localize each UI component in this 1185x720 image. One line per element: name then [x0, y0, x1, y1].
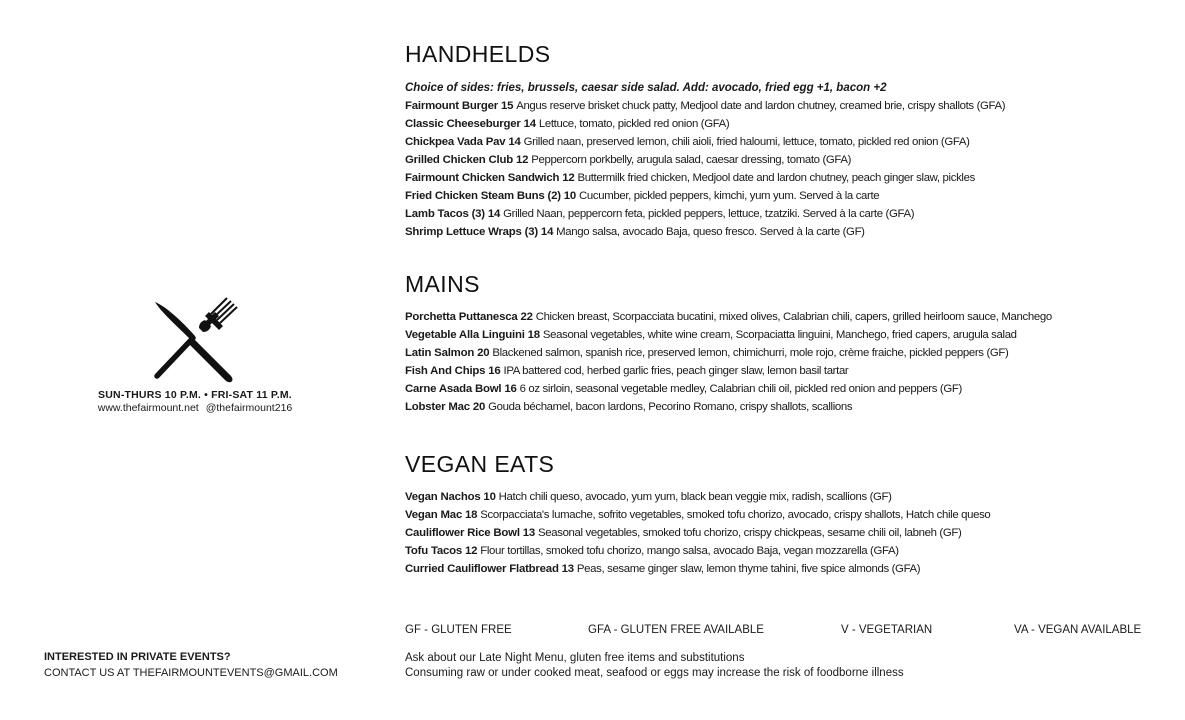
menu-item-name: Grilled Chicken Club 12	[405, 154, 529, 166]
menu-item	[405, 524, 1165, 542]
menu-item-description: Chicken breast, Scorpacciata bucatini, mixed olives, Calabrian chili, capers, grilled heirloom sauce, Manchego	[535, 311, 1052, 323]
menu-item	[405, 542, 1165, 560]
footnote-line-2: Consuming raw or under cooked meat, seafood or eggs may increase the risk of foodborne illness	[405, 667, 904, 679]
menu-item-name: Classic Cheeseburger 14	[405, 118, 536, 130]
menu-item-name: Vegan Mac 18	[405, 509, 478, 521]
menu-item-name: Porchetta Puttanesca 22	[405, 311, 533, 323]
menu-item	[405, 115, 1165, 133]
menu-item-description: IPA battered cod, herbed garlic fries, peach ginger slaw, lemon basil tartar	[503, 365, 849, 377]
menu-item	[405, 223, 1165, 241]
menu-item	[405, 133, 1165, 151]
private-events-block	[44, 649, 338, 681]
menu-item-name: Vegetable Alla Linguini 18	[405, 329, 540, 341]
menu-item-name: Shrimp Lettuce Wraps (3) 14	[405, 226, 554, 238]
menu-item-description: Mango salsa, avocado Baja, queso fresco. Served à la carte (GF)	[556, 226, 865, 238]
crossed-knife-fork-icon	[147, 296, 243, 384]
website-link[interactable]: www.thefairmount.net	[97, 402, 199, 414]
menu-item-name: Fairmount Burger 15	[405, 100, 514, 112]
menu-item	[405, 326, 1165, 344]
footnote-line-1: Ask about our Late Night Menu, gluten free items and substitutions	[405, 652, 745, 664]
section-title: HANDHELDS	[405, 41, 551, 67]
menu-items-list	[405, 308, 1165, 416]
menu-item	[405, 560, 1165, 578]
branding-column	[40, 296, 350, 414]
menu-items-list	[405, 97, 1165, 241]
section-title: VEGAN EATS	[405, 451, 555, 477]
legend-v: V - VEGETARIAN	[841, 624, 933, 636]
private-events-heading: INTERESTED IN PRIVATE EVENTS?	[44, 651, 231, 663]
menu-item-description: Blackened salmon, spanish rice, preserved lemon, chimichurri, mole rojo, crème fraiche, pickled peppers (GF)	[492, 347, 1009, 359]
menu-item-description: Seasonal vegetables, white wine cream, Scorpaciatta linguini, Manchego, fried capers, arugula salad	[542, 329, 1017, 341]
menu-item	[405, 506, 1165, 524]
menu-item-name: Latin Salmon 20	[405, 347, 490, 359]
legend-gfa: GFA - GLUTEN FREE AVAILABLE	[588, 624, 764, 636]
footnote	[405, 651, 904, 681]
menu-items-list	[405, 488, 1165, 578]
legend-gf: GF - GLUTEN FREE	[405, 624, 512, 636]
sides-note: Choice of sides: fries, brussels, caesar side salad. Add: avocado, fried egg +1, bacon +2	[405, 82, 887, 94]
section-vegan-eats	[405, 448, 1165, 578]
menu-item-description: Scorpacciata's lumache, sofrito vegetables, smoked tofu chorizo, avocado, crispy shallots, Hatch chile queso	[480, 509, 991, 521]
menu-item-description: Flour tortillas, smoked tofu chorizo, mango salsa, avocado Baja, vegan mozzarella (GFA)	[480, 545, 899, 557]
section-handhelds	[405, 38, 1165, 268]
menu-item-name: Curried Cauliflower Flatbread 13	[405, 563, 574, 575]
legend-va: VA - VEGAN AVAILABLE	[1014, 624, 1142, 636]
menu-item	[405, 169, 1165, 187]
menu-item-name: Chickpea Vada Pav 14	[405, 136, 521, 148]
menu-item	[405, 205, 1165, 223]
dietary-legend	[405, 624, 1165, 640]
social-handle[interactable]: @thefairmount216	[205, 402, 293, 414]
menu-item-description: Angus reserve brisket chuck patty, Medjool date and lardon chutney, creamed brie, crispy shallots (GFA)	[516, 100, 1006, 112]
menu-content	[405, 38, 1165, 578]
private-events-contact: CONTACT US AT THEFAIRMOUNTEVENTS@GMAIL.COM	[44, 667, 338, 679]
menu-item	[405, 398, 1165, 416]
menu-item-name: Fish And Chips 16	[405, 365, 501, 377]
menu-item-description: Grilled Naan, peppercorn feta, pickled peppers, lettuce, tzatziki. Served à la carte (GFA)	[503, 208, 915, 220]
section-title: MAINS	[405, 271, 480, 297]
menu-item-description: Grilled naan, preserved lemon, chili aioli, fried haloumi, lettuce, tomato, pickled red onion (GFA)	[523, 136, 970, 148]
menu-item-name: Vegan Nachos 10	[405, 491, 496, 503]
menu-item-name: Cauliflower Rice Bowl 13	[405, 527, 536, 539]
menu-item-description: Seasonal vegetables, smoked tofu chorizo, crispy chickpeas, sesame chili oil, labneh (GF)	[538, 527, 962, 539]
menu-item	[405, 187, 1165, 205]
menu-item	[405, 97, 1165, 115]
menu-item	[405, 380, 1165, 398]
menu-item-name: Fried Chicken Steam Buns (2) 10	[405, 190, 577, 202]
menu-item-name: Lobster Mac 20	[405, 401, 486, 413]
hours-text: SUN-THURS 10 P.M. • FRI-SAT 11 P.M.	[98, 389, 292, 401]
menu-item-description: Buttermilk fried chicken, Medjool date and lardon chutney, peach ginger slaw, pickles	[577, 172, 975, 184]
menu-item-name: Lamb Tacos (3) 14	[405, 208, 501, 220]
menu-item	[405, 344, 1165, 362]
menu-item	[405, 488, 1165, 506]
menu-item-description: Peas, sesame ginger slaw, lemon thyme tahini, five spice almonds (GFA)	[576, 563, 921, 575]
contact-links	[40, 402, 350, 414]
menu-item	[405, 308, 1165, 326]
menu-item-name: Fairmount Chicken Sandwich 12	[405, 172, 575, 184]
menu-item	[405, 362, 1165, 380]
menu-item-name: Tofu Tacos 12	[405, 545, 478, 557]
section-mains	[405, 268, 1165, 448]
menu-item-description: Hatch chili queso, avocado, yum yum, black bean veggie mix, radish, scallions (GF)	[498, 491, 892, 503]
menu-item-description: Cucumber, pickled peppers, kimchi, yum yum. Served à la carte	[579, 190, 880, 202]
menu-item-description: Peppercorn porkbelly, arugula salad, caesar dressing, tomato (GFA)	[531, 154, 852, 166]
menu-item-name: Carne Asada Bowl 16	[405, 383, 517, 395]
menu-item-description: 6 oz sirloin, seasonal vegetable medley, Calabrian chili oil, pickled red onion and peppers (GF)	[519, 383, 962, 395]
menu-item	[405, 151, 1165, 169]
menu-item-description: Gouda béchamel, bacon lardons, Pecorino Romano, crispy shallots, scallions	[488, 401, 853, 413]
menu-item-description: Lettuce, tomato, pickled red onion (GFA)	[538, 118, 730, 130]
